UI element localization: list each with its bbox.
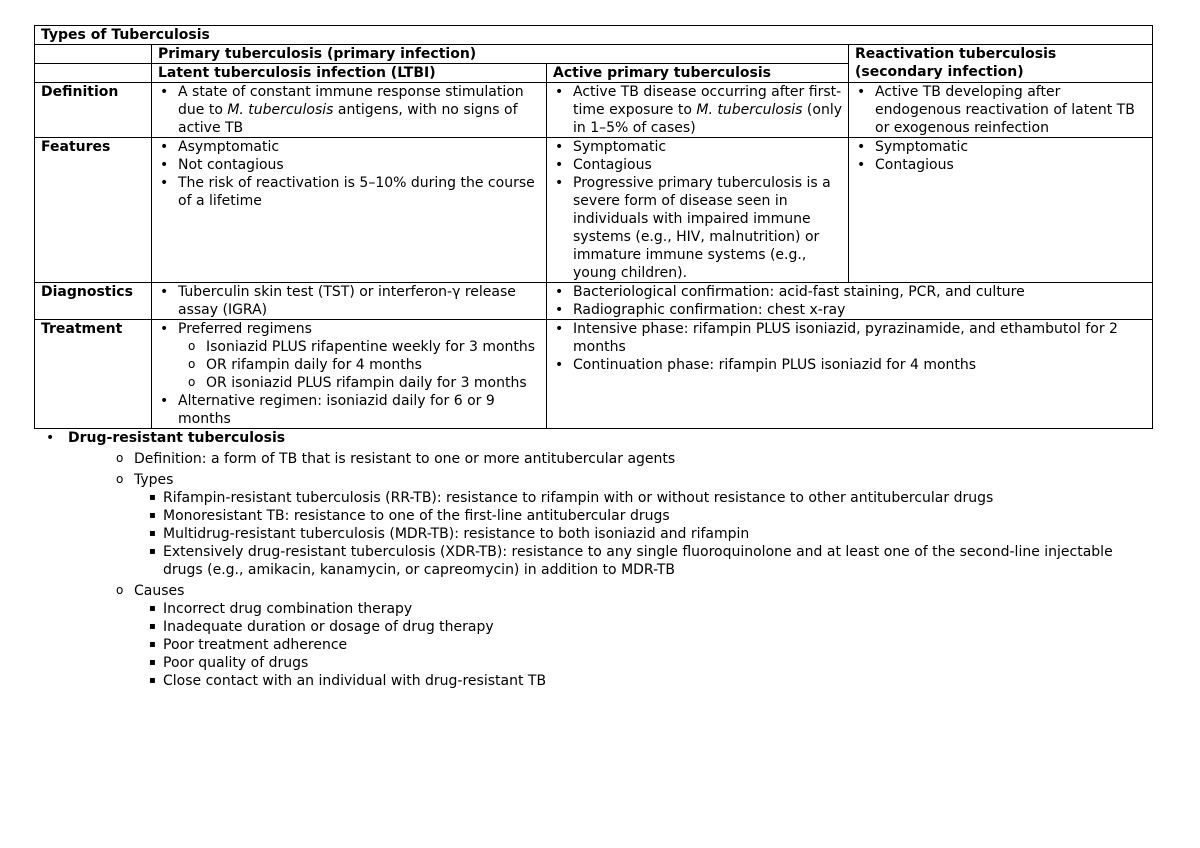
list-item: • Tuberculin skin test (TST) or interferon-γ release assay (IGRA)	[158, 283, 542, 319]
empty-header-cell	[35, 64, 152, 83]
list-item: ▪ Monoresistant TB: resistance to one of the first-line antitubercular drugs	[101, 507, 1152, 525]
list-item: o Causes ▪ Incorrect drug combination therapy ▪ Inadequate duration or dosage of drug therapy ▪ Poor treatment adherence ▪ Poor quality of drugs ▪ Close contact with an individual with drug-resistant TB	[68, 582, 1152, 690]
list-item: ▪ Close contact with an individual with drug-resistant TB	[101, 672, 1152, 690]
row-label: Definition	[35, 83, 152, 138]
list-item: • Contagious	[855, 156, 1148, 174]
list-item: • Active TB developing after endogenous reactivation of latent TB or exogenous reinfection	[855, 83, 1148, 137]
list-item: o Isoniazid PLUS rifapentine weekly for 3 months	[178, 338, 542, 356]
document	[34, 25, 1152, 690]
tb-types-table	[34, 25, 1153, 429]
list-item	[34, 429, 1152, 690]
section-heading: Drug-resistant tuberculosis	[68, 430, 286, 446]
diagnostics-row	[35, 283, 1153, 320]
list-item: ▪ Incorrect drug combination therapy	[101, 600, 1152, 618]
table-title: Types of Tuberculosis	[35, 26, 1153, 45]
list-item: ▪ Poor treatment adherence	[101, 636, 1152, 654]
list-item: • Radiographic confirmation: chest x-ray	[553, 301, 1148, 319]
definition-row	[35, 83, 1153, 138]
list-item: o OR isoniazid PLUS rifampin daily for 3 months	[178, 374, 542, 392]
list-item: ▪ Rifampin-resistant tuberculosis (RR-TB): resistance to rifampin with or without resistance to other antitubercular drugs	[101, 489, 1152, 507]
list-item: • A state of constant immune response stimulation due to M. tuberculosis antigens, with no signs of active TB	[158, 83, 542, 137]
list-item: • Alternative regimen: isoniazid daily for 6 or 9 months	[158, 392, 542, 428]
list-item: • Continuation phase: rifampin PLUS isoniazid for 4 months	[553, 356, 1148, 374]
active-primary-header: Active primary tuberculosis	[547, 64, 849, 83]
list-item: o OR rifampin daily for 4 months	[178, 356, 542, 374]
list-item: • Active TB disease occurring after first-time exposure to M. tuberculosis (only in 1–5% of cases)	[553, 83, 844, 137]
list-item: • Symptomatic	[553, 138, 844, 156]
drug-resistant-section	[34, 429, 1152, 690]
list-item: • Contagious	[553, 156, 844, 174]
ltbi-header: Latent tuberculosis infection (LTBI)	[152, 64, 547, 83]
list-item: • Symptomatic	[855, 138, 1148, 156]
list-item: • Asymptomatic	[158, 138, 542, 156]
list-item: ▪ Extensively drug-resistant tuberculosis (XDR-TB): resistance to any single fluoroquinolone and at least one of the second-line injectable drugs (e.g., amikacin, kanamycin, or capreomycin) in addition to MDR-TB	[101, 543, 1152, 579]
features-row	[35, 138, 1153, 283]
empty-header-cell	[35, 45, 152, 64]
list-item: • Intensive phase: rifampin PLUS isoniazid, pyrazinamide, and ethambutol for 2 months	[553, 320, 1148, 356]
reactivation-tb-header: Reactivation tuberculosis (secondary infection)	[849, 45, 1153, 83]
list-item: • The risk of reactivation is 5–10% during the course of a lifetime	[158, 174, 542, 210]
list-item: • Progressive primary tuberculosis is a severe form of disease seen in individuals with impaired immune systems (e.g., HIV, malnutrition) or immature immune systems (e.g., young children).	[553, 174, 844, 282]
list-item: ▪ Inadequate duration or dosage of drug therapy	[101, 618, 1152, 636]
list-item: o Types ▪ Rifampin-resistant tuberculosis (RR-TB): resistance to rifampin with or without resistance to other antitubercular drugs ▪ Monoresistant TB: resistance to one of the first-line antitubercular drugs ▪ Multidrug-resistant tuberculosis (MDR-TB): resistance to both isoniazid and rifampin ▪ Extensively drug-resistant tuberculosis (XDR-TB): resistance to any single fluoroquinolone and at least one of the second-line injectable drugs (e.g., amikacin, kanamycin, or capreomycin) in addition to MDR-TB	[68, 471, 1152, 579]
list-item: • Preferred regimens o Isoniazid PLUS rifapentine weekly for 3 months o OR rifampin daily for 4 months o OR isoniazid PLUS rifampin daily for 3 months	[158, 320, 542, 392]
list-item: ▪ Poor quality of drugs	[101, 654, 1152, 672]
row-label: Treatment	[35, 320, 152, 429]
list-item: ▪ Multidrug-resistant tuberculosis (MDR-TB): resistance to both isoniazid and rifampin	[101, 525, 1152, 543]
row-label: Features	[35, 138, 152, 283]
list-item: • Bacteriological confirmation: acid-fast staining, PCR, and culture	[553, 283, 1148, 301]
treatment-row	[35, 320, 1153, 429]
list-item: o Definition: a form of TB that is resistant to one or more antitubercular agents	[68, 450, 1152, 468]
primary-tb-header: Primary tuberculosis (primary infection)	[152, 45, 849, 64]
row-label: Diagnostics	[35, 283, 152, 320]
list-item: • Not contagious	[158, 156, 542, 174]
